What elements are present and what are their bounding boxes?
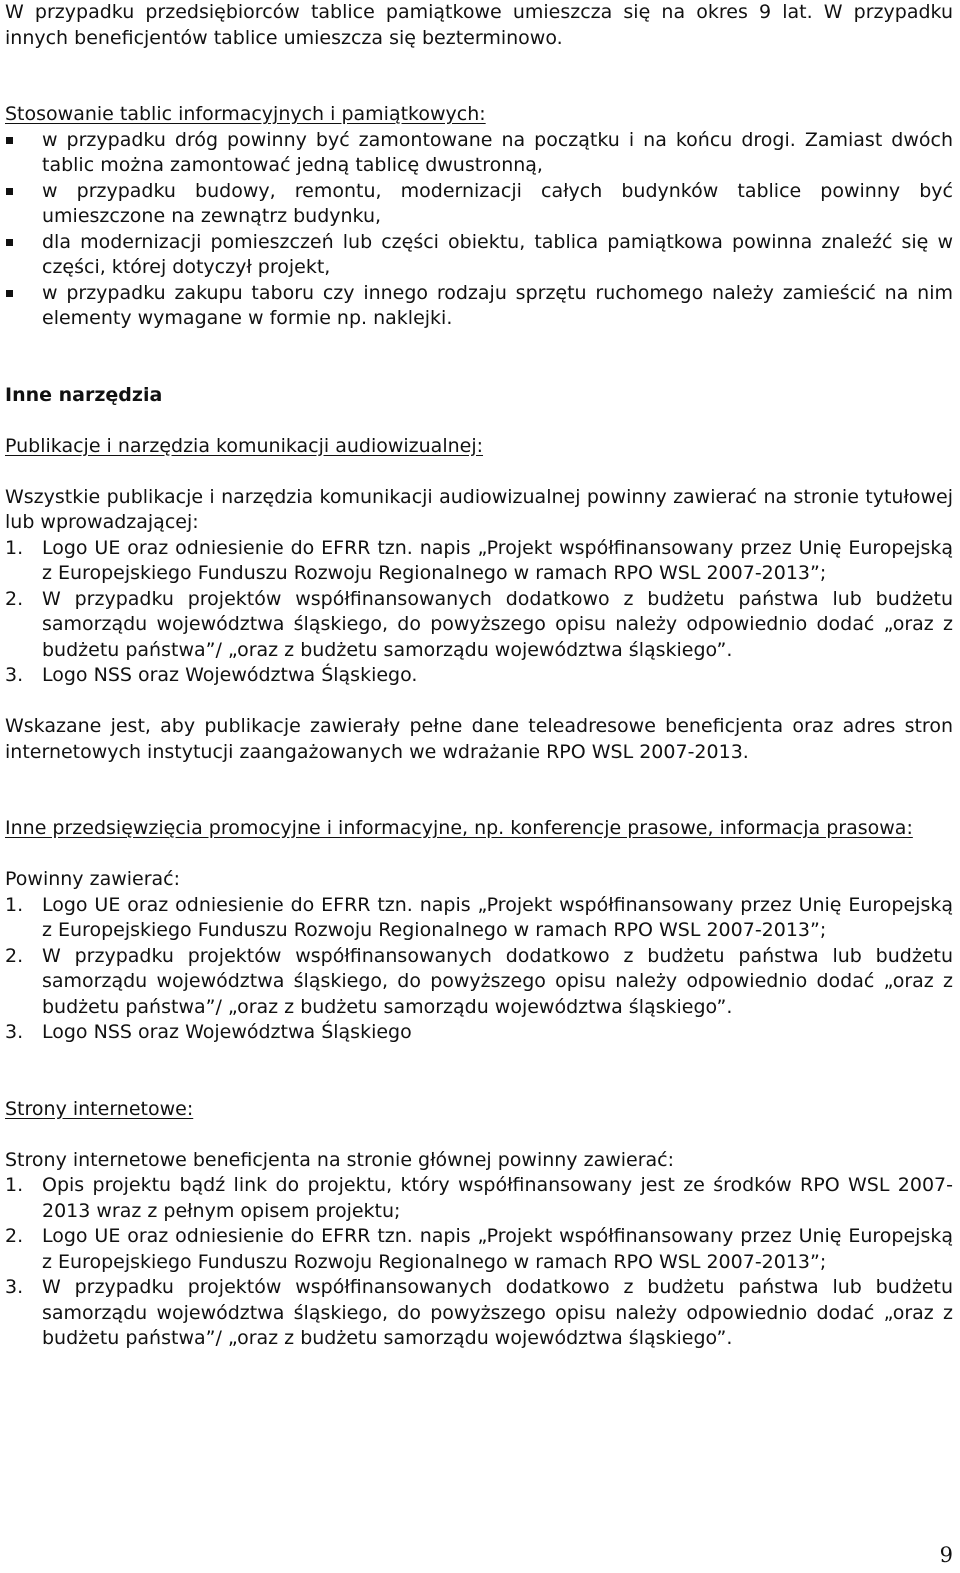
publications-note: Wskazane jest, aby publikacje zawierały pełne dane teleadresowe beneficjenta oraz adres stron internetowych instytucji zaangażowanych we wdrażanie RPO WSL 2007-2013. <box>5 715 953 763</box>
intro-paragraph: W przypadku przedsiębiorców tablice pamiątkowe umieszcza się na okres 9 lat. W przypadku innych beneficjentów tablice umieszcza się bezterminowo. <box>5 1 953 49</box>
list-number: 2. <box>5 587 24 610</box>
events-lead: Powinny zawierać: <box>5 868 181 890</box>
list-number: 2. <box>5 944 24 967</box>
list-item <box>5 536 953 587</box>
list-number: 3. <box>5 1276 24 1298</box>
events-heading: Inne przedsięwzięcia promocyjne i informacyjne, np. konferencje prasowe, informacja prasowa: <box>5 817 913 839</box>
list-number: 1. <box>5 1174 24 1196</box>
list-number: 1. <box>5 536 24 559</box>
list-item <box>5 944 953 1021</box>
list-item-text: Opis projektu bądź link do projektu, który współfinansowany jest ze środków RPO WSL 2007-2013 wraz z pełnym opisem projektu; <box>42 1174 953 1222</box>
section-heading: Inne narzędzia <box>5 383 163 406</box>
publications-heading: Publikacje i narzędzia komunikacji audiowizualnej: <box>5 434 484 457</box>
websites-list <box>5 1173 953 1352</box>
list-item <box>5 893 953 944</box>
list-item: w przypadku budowy, remontu, modernizacji całych budynków tablice powinny być umieszczone na zewnątrz budynku, <box>5 179 953 230</box>
publications-list <box>5 536 953 689</box>
list-number: 3. <box>5 1021 24 1043</box>
list-number: 2. <box>5 1225 24 1247</box>
list-item-text: Logo NSS oraz Województwa Śląskiego. <box>42 664 418 686</box>
list-item <box>5 1275 953 1352</box>
websites-heading: Strony internetowe: <box>5 1097 194 1120</box>
document-page <box>5 0 953 1352</box>
list-item-text: Logo UE oraz odniesienie do EFRR tzn. napis „Projekt współfinansowany przez Unię Europejską z Europejskiego Funduszu Rozwoju Regionalnego w ramach RPO WSL 2007-2013”; <box>42 536 953 584</box>
usage-heading: Stosowanie tablic informacyjnych i pamiątkowych: <box>5 103 486 125</box>
list-item-text: W przypadku projektów współfinansowanych dodatkowo z budżetu państwa lub budżetu samorządu województwa śląskiego, do powyższego opisu należy odpowiednio dodać „oraz z budżetu państwa”/ „oraz z budżetu samorządu województwa śląskiego”. <box>42 587 953 661</box>
list-item-text: W przypadku projektów współfinansowanych dodatkowo z budżetu państwa lub budżetu samorządu województwa śląskiego, do powyższego opisu należy odpowiednio dodać „oraz z budżetu państwa”/ „oraz z budżetu samorządu województwa śląskiego”. <box>42 944 953 1018</box>
list-item: w przypadku dróg powinny być zamontowane na początku i na końcu drogi. Zamiast dwóch tablic można zamontować jedną tablicę dwustronną, <box>5 128 953 179</box>
websites-lead: Strony internetowe beneficjenta na stronie głównej powinny zawierać: <box>5 1148 675 1171</box>
page-number: 9 <box>939 1543 953 1567</box>
list-item <box>5 663 953 689</box>
list-item <box>5 587 953 664</box>
list-item-text: Logo NSS oraz Województwa Śląskiego <box>42 1021 412 1043</box>
list-item <box>5 1224 953 1275</box>
list-item-text: W przypadku projektów współfinansowanych dodatkowo z budżetu państwa lub budżetu samorządu województwa śląskiego, do powyższego opisu należy odpowiednio dodać „oraz z budżetu państwa”/ „oraz z budżetu samorządu województwa śląskiego”. <box>42 1276 953 1349</box>
list-item-text: Logo UE oraz odniesienie do EFRR tzn. napis „Projekt współfinansowany przez Unię Europejską z Europejskiego Funduszu Rozwoju Regionalnego w ramach RPO WSL 2007-2013”; <box>42 1225 953 1273</box>
list-item-text: Logo UE oraz odniesienie do EFRR tzn. napis „Projekt współfinansowany przez Unię Europejską z Europejskiego Funduszu Rozwoju Regionalnego w ramach RPO WSL 2007-2013”; <box>42 893 953 941</box>
list-number: 3. <box>5 664 24 686</box>
usage-bullet-list <box>5 128 953 332</box>
list-item: dla modernizacji pomieszczeń lub części obiektu, tablica pamiątkowa powinna znaleźć się w części, której dotyczył projekt, <box>5 230 953 281</box>
list-number: 1. <box>5 893 24 916</box>
events-list <box>5 893 953 1046</box>
publications-lead: Wszystkie publikacje i narzędzia komunikacji audiowizualnej powinny zawierać na stronie tytułowej lub wprowadzającej: <box>5 485 953 533</box>
list-item <box>5 1020 953 1046</box>
list-item <box>5 1173 953 1224</box>
list-item: w przypadku zakupu taboru czy innego rodzaju sprzętu ruchomego należy zamieścić na nim elementy wymagane w formie np. naklejki. <box>5 281 953 332</box>
